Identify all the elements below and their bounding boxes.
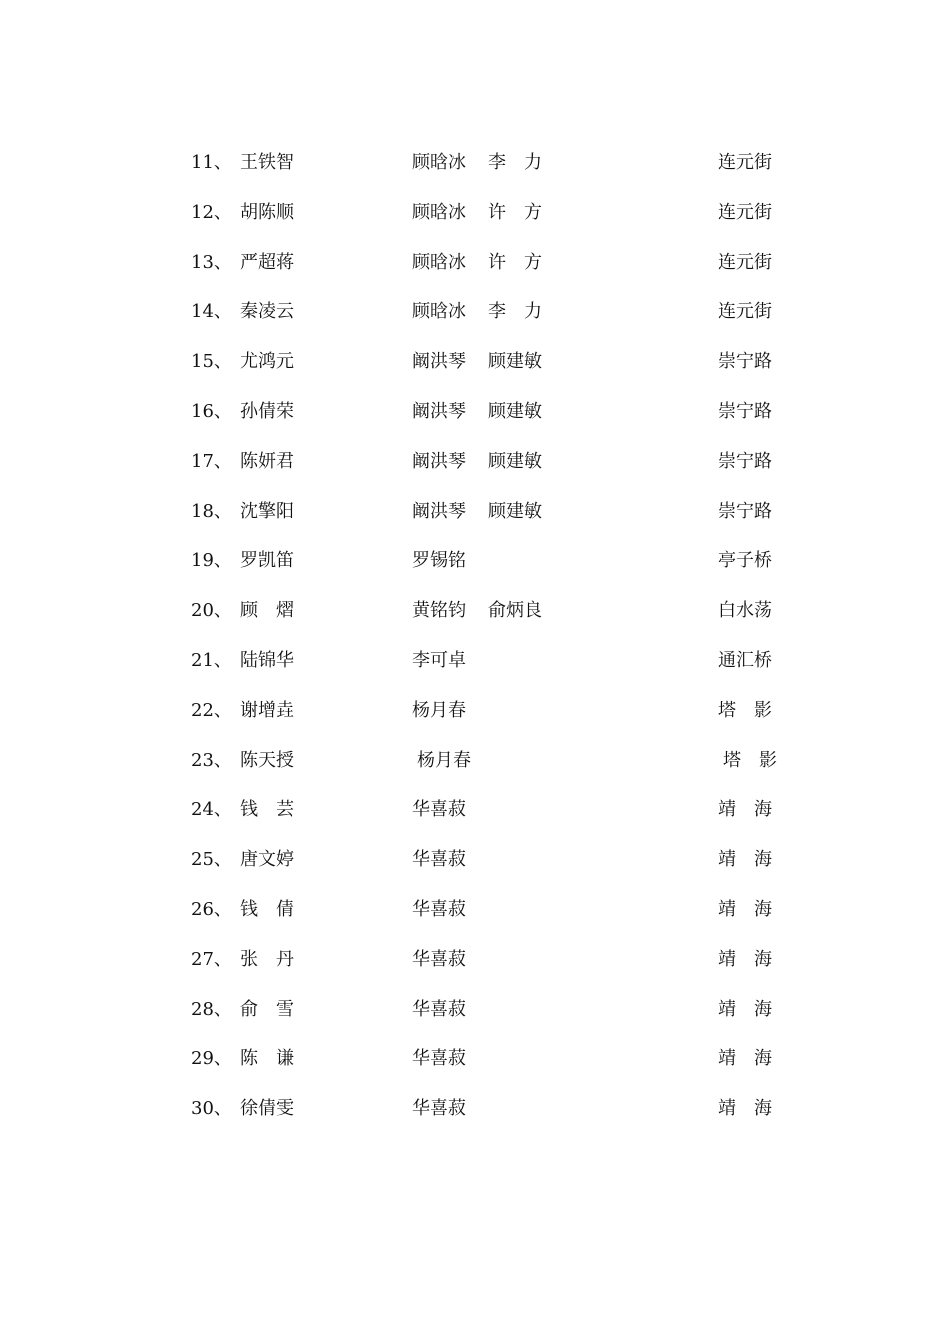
supervisor-secondary: 顾建敏 [488, 351, 542, 373]
student-name: 顾 熠 [240, 600, 294, 622]
location-name: 连元街 [718, 201, 772, 223]
student-name: 钱 倩 [240, 899, 294, 920]
list-row [0, 845, 950, 875]
location-name: 靖 海 [718, 799, 772, 821]
location-name: 白水荡 [718, 600, 772, 622]
location-name: 靖 海 [718, 1048, 772, 1070]
student-name: 张 丹 [240, 948, 294, 970]
supervisor-secondary: 顾建敏 [488, 401, 542, 422]
location-name: 靖 海 [718, 899, 772, 920]
student-name: 陈 谦 [240, 1048, 294, 1070]
list-row [0, 945, 950, 975]
row-number: 12、 [191, 201, 232, 223]
supervisor-primary: 华喜菽 [412, 849, 466, 871]
student-name: 尤鸿元 [240, 351, 294, 373]
row-number: 29、 [191, 1048, 232, 1070]
student-name: 沈擎阳 [240, 500, 294, 522]
row-number: 23、 [191, 749, 232, 771]
location-name: 亭子桥 [718, 550, 772, 572]
supervisor-primary: 罗锡铭 [412, 550, 466, 572]
list-row [0, 1094, 950, 1124]
student-name: 王铁智 [240, 152, 294, 173]
supervisor-primary: 顾晗冰 [412, 152, 466, 173]
location-name: 靖 海 [718, 1098, 772, 1120]
supervisor-primary: 黄铭钧 [412, 600, 466, 622]
supervisor-primary: 李可卓 [412, 650, 466, 671]
supervisor-secondary: 许 方 [488, 201, 542, 223]
student-name: 唐文婷 [240, 849, 294, 871]
student-name: 陆锦华 [240, 650, 294, 671]
list-row [0, 297, 950, 327]
list-row [0, 995, 950, 1025]
list-row [0, 397, 950, 427]
list-row [0, 447, 950, 477]
supervisor-primary: 华喜菽 [412, 1098, 466, 1120]
row-number: 24、 [191, 799, 232, 821]
row-number: 11、 [191, 152, 232, 173]
location-name: 靖 海 [718, 948, 772, 970]
list-row [0, 546, 950, 576]
location-name: 连元街 [718, 251, 772, 273]
student-name: 胡陈顺 [240, 201, 294, 223]
location-name: 塔 影 [723, 749, 777, 771]
student-name: 陈天授 [240, 749, 294, 771]
list-row [0, 198, 950, 228]
row-number: 25、 [191, 849, 232, 871]
location-name: 连元街 [718, 301, 772, 323]
row-number: 20、 [191, 600, 232, 622]
supervisor-primary: 顾晗冰 [412, 301, 466, 323]
row-number: 18、 [191, 500, 232, 522]
list-row [0, 795, 950, 825]
list-row [0, 148, 950, 178]
supervisor-primary: 杨月春 [417, 749, 471, 771]
supervisor-primary: 顾晗冰 [412, 201, 466, 223]
supervisor-primary: 华喜菽 [412, 899, 466, 920]
row-number: 21、 [191, 650, 232, 671]
student-name: 罗凯笛 [240, 550, 294, 572]
list-row [0, 497, 950, 527]
supervisor-primary: 华喜菽 [412, 948, 466, 970]
student-name: 严超蒋 [240, 251, 294, 273]
location-name: 崇宁路 [718, 500, 772, 522]
supervisor-primary: 华喜菽 [412, 799, 466, 821]
supervisor-primary: 杨月春 [412, 699, 466, 721]
row-number: 17、 [191, 450, 232, 472]
row-number: 16、 [191, 401, 232, 422]
row-number: 28、 [191, 998, 232, 1020]
supervisor-primary: 华喜菽 [412, 1048, 466, 1070]
location-name: 塔 影 [718, 699, 772, 721]
student-name: 陈妍君 [240, 450, 294, 472]
supervisor-primary: 阚洪琴 [412, 351, 466, 373]
student-name: 俞 雪 [240, 998, 294, 1020]
list-row [0, 895, 950, 925]
row-number: 22、 [191, 699, 232, 721]
row-number: 19、 [191, 550, 232, 572]
supervisor-secondary: 李 力 [488, 152, 542, 173]
supervisor-primary: 阚洪琴 [412, 500, 466, 522]
location-name: 靖 海 [718, 849, 772, 871]
list-row [0, 248, 950, 278]
supervisor-secondary: 许 方 [488, 251, 542, 273]
student-name: 谢增垚 [240, 699, 294, 721]
row-number: 27、 [191, 948, 232, 970]
location-name: 崇宁路 [718, 450, 772, 472]
supervisor-secondary: 李 力 [488, 301, 542, 323]
supervisor-primary: 阚洪琴 [412, 450, 466, 472]
row-number: 26、 [191, 899, 232, 920]
list-row [0, 596, 950, 626]
row-number: 15、 [191, 351, 232, 373]
student-name: 孙倩荣 [240, 401, 294, 422]
list-row [0, 746, 950, 776]
row-number: 13、 [191, 251, 232, 273]
supervisor-secondary: 顾建敏 [488, 500, 542, 522]
location-name: 崇宁路 [718, 351, 772, 373]
list-row [0, 347, 950, 377]
supervisor-primary: 顾晗冰 [412, 251, 466, 273]
supervisor-secondary: 俞炳良 [488, 600, 542, 622]
location-name: 靖 海 [718, 998, 772, 1020]
list-row [0, 1044, 950, 1074]
student-name: 钱 芸 [240, 799, 294, 821]
row-number: 14、 [191, 301, 232, 323]
list-row [0, 696, 950, 726]
student-name: 徐倩雯 [240, 1098, 294, 1120]
student-name: 秦凌云 [240, 301, 294, 323]
supervisor-primary: 阚洪琴 [412, 401, 466, 422]
supervisor-primary: 华喜菽 [412, 998, 466, 1020]
location-name: 崇宁路 [718, 401, 772, 422]
list-row [0, 646, 950, 676]
supervisor-secondary: 顾建敏 [488, 450, 542, 472]
location-name: 通汇桥 [718, 650, 772, 671]
location-name: 连元街 [718, 152, 772, 173]
row-number: 30、 [191, 1098, 232, 1120]
